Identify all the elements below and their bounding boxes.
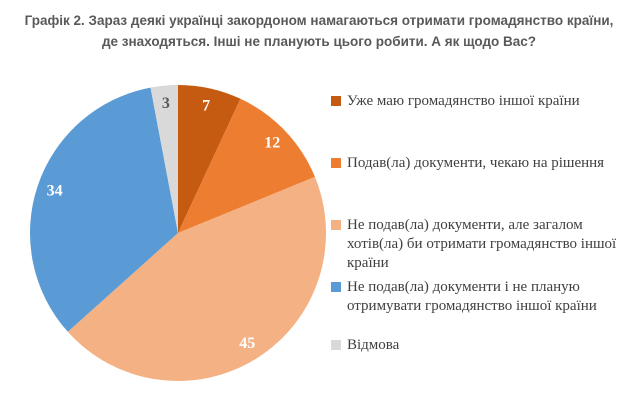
legend-label: Не подав(ла) документи і не планую отримувати громадянство іншої країни: [347, 279, 597, 314]
legend-marker-icon: [331, 96, 341, 106]
legend-label: Подав(ла) документи, чекаю на рішення: [347, 155, 605, 171]
legend-label: Відмова: [347, 337, 400, 353]
legend-label: Не подав(ла) документи, але загалом хотів(ла) би отримати громадянство іншої країни: [347, 217, 617, 271]
pie-value-label-3: 34: [46, 182, 63, 200]
legend-label: Уже маю громадянство іншої країни: [347, 93, 580, 109]
legend-item-3: [331, 278, 619, 316]
chart-title: Графік 2. Зараз деякі українці закордоном намагаються отримати громадянство країни, де знаходяться. Інші не планують цього робити. А як щодо Вас?: [24, 13, 614, 49]
pie-value-label-2: 45: [239, 334, 256, 352]
legend-marker-icon: [331, 220, 341, 230]
legend: [331, 0, 633, 418]
legend-item-1: [331, 154, 619, 173]
legend-item-2: [331, 216, 619, 273]
pie-value-label-4: 3: [161, 94, 170, 112]
legend-item-4: [331, 336, 619, 355]
pie-value-label-0: 7: [202, 97, 211, 115]
legend-item-0: [331, 92, 619, 111]
legend-marker-icon: [331, 282, 341, 292]
pie-value-label-1: 12: [264, 134, 281, 152]
pie-chart: [20, 75, 336, 391]
legend-marker-icon: [331, 158, 341, 168]
legend-marker-icon: [331, 340, 341, 350]
